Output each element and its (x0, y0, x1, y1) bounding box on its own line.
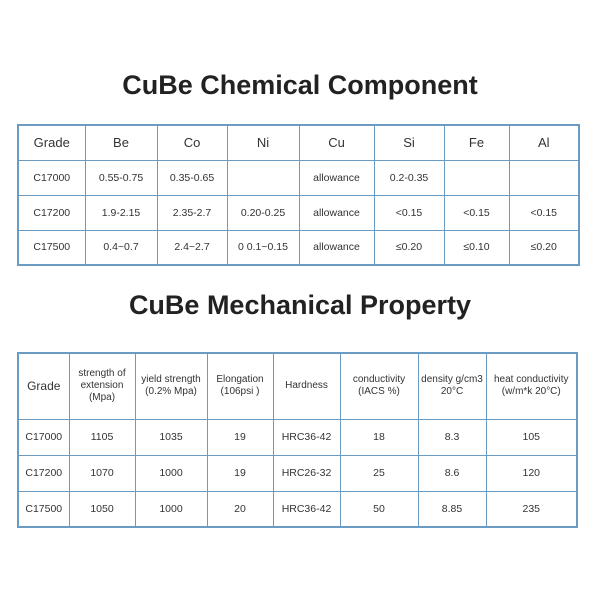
table-cell: C17200 (18, 195, 85, 230)
table-cell: 1070 (69, 455, 135, 491)
table-cell: 0.55-0.75 (85, 160, 157, 195)
table-cell (444, 160, 509, 195)
table-row (18, 491, 577, 527)
header-cell: density g/cm3 20°C (418, 353, 486, 419)
table-cell: 50 (340, 491, 418, 527)
table-cell: ≤0.20 (374, 230, 444, 265)
header-cell: Elongation (106psi ) (207, 353, 273, 419)
table-cell: 1.9-2.15 (85, 195, 157, 230)
header-cell: Grade (18, 353, 69, 419)
header-cell: Ni (227, 125, 299, 160)
header-cell: Fe (444, 125, 509, 160)
table-cell: 2.35-2.7 (157, 195, 227, 230)
table-cell: 0.2-0.35 (374, 160, 444, 195)
table-cell: allowance (299, 195, 374, 230)
mechanical-property-title: CuBe Mechanical Property (128, 290, 472, 320)
table-cell: 8.85 (418, 491, 486, 527)
table-cell: 19 (207, 419, 273, 455)
header-cell: heat conductivity (w/m*k 20°C) (486, 353, 577, 419)
table-cell: 1035 (135, 419, 207, 455)
table-cell: 0.35-0.65 (157, 160, 227, 195)
table-cell: <0.15 (444, 195, 509, 230)
table-cell: ≤0.20 (509, 230, 579, 265)
table-cell: 20 (207, 491, 273, 527)
header-cell: conductivity (IACS %) (340, 353, 418, 419)
table-cell: <0.15 (374, 195, 444, 230)
table-cell: 19 (207, 455, 273, 491)
mechanical-property-table (17, 352, 578, 528)
chemical-component-title: CuBe Chemical Component (122, 70, 478, 100)
table-cell: ≤0.10 (444, 230, 509, 265)
table-cell: C17000 (18, 419, 69, 455)
header-cell: strength of extension (Mpa) (69, 353, 135, 419)
header-cell: Al (509, 125, 579, 160)
table-row (18, 230, 579, 265)
table-cell: HRC36-42 (273, 419, 340, 455)
table-cell: 1105 (69, 419, 135, 455)
table-cell: 1000 (135, 455, 207, 491)
table-cell (227, 160, 299, 195)
table-cell: HRC36-42 (273, 491, 340, 527)
table-cell: 120 (486, 455, 577, 491)
table-cell: <0.15 (509, 195, 579, 230)
table-cell: 1000 (135, 491, 207, 527)
header-cell: Cu (299, 125, 374, 160)
table-cell: C17500 (18, 491, 69, 527)
table-cell: 8.3 (418, 419, 486, 455)
table-cell: 0 0.1~0.15 (227, 230, 299, 265)
header-cell: yield strength (0.2% Mpa) (135, 353, 207, 419)
table-cell: C17500 (18, 230, 85, 265)
table-cell: 235 (486, 491, 577, 527)
header-cell: Be (85, 125, 157, 160)
table-cell: allowance (299, 160, 374, 195)
table-cell: 0.20-0.25 (227, 195, 299, 230)
table-row (18, 455, 577, 491)
table-cell: C17200 (18, 455, 69, 491)
table-cell: 0.4~0.7 (85, 230, 157, 265)
table-cell: 105 (486, 419, 577, 455)
table-row (18, 419, 577, 455)
table-cell: 18 (340, 419, 418, 455)
table-row (18, 195, 579, 230)
table-cell: C17000 (18, 160, 85, 195)
table-header-row (18, 353, 577, 419)
header-cell: Si (374, 125, 444, 160)
table-cell: 2.4~2.7 (157, 230, 227, 265)
chemical-component-table (17, 124, 580, 266)
table-cell: allowance (299, 230, 374, 265)
table-header-row (18, 125, 579, 160)
table-cell: 8.6 (418, 455, 486, 491)
table-cell: 1050 (69, 491, 135, 527)
header-cell: Grade (18, 125, 85, 160)
table-cell: HRC26-32 (273, 455, 340, 491)
table-cell (509, 160, 579, 195)
table-cell: 25 (340, 455, 418, 491)
table-row (18, 160, 579, 195)
header-cell: Hardness (273, 353, 340, 419)
header-cell: Co (157, 125, 227, 160)
